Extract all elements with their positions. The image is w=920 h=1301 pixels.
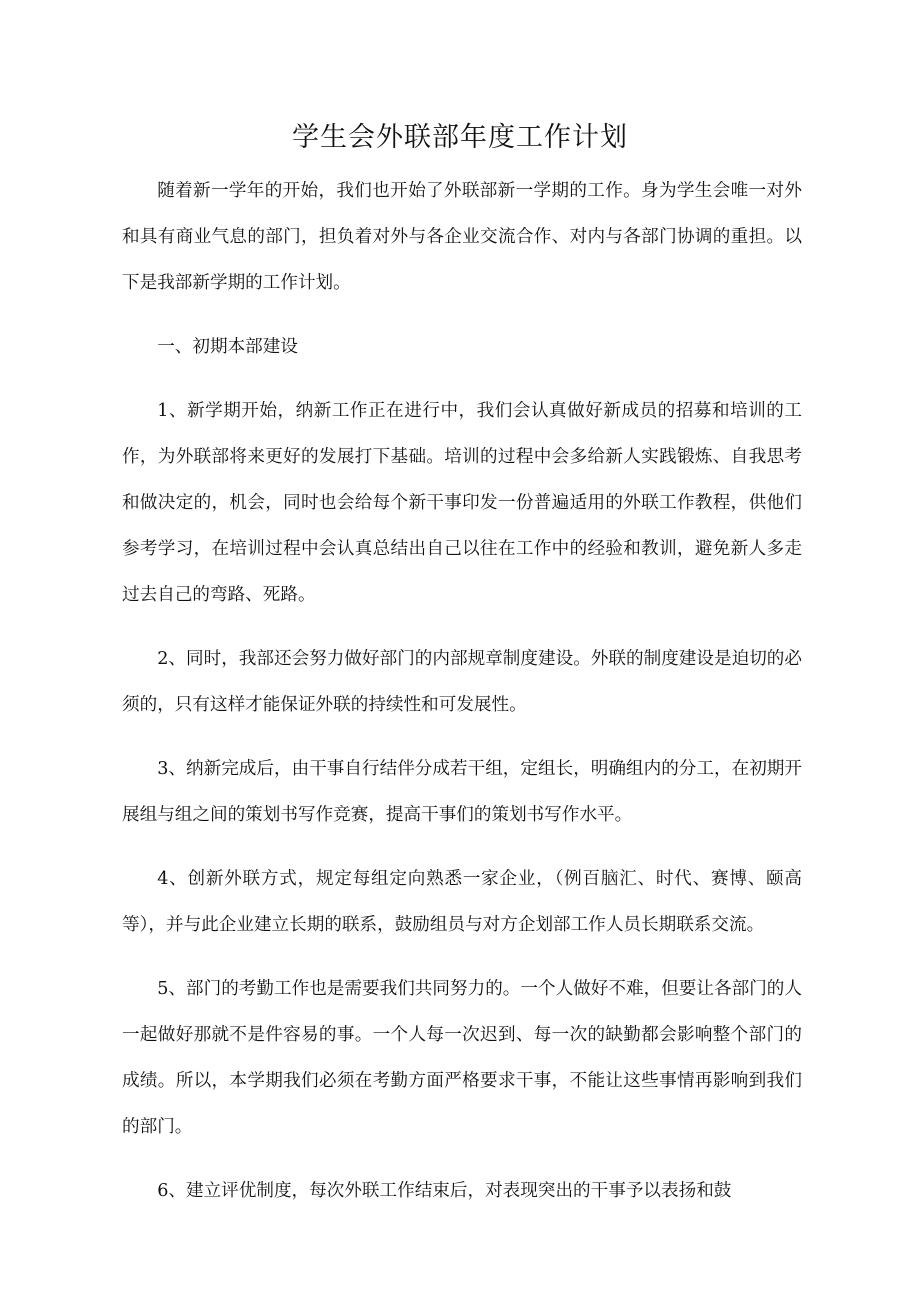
document-body — [122, 168, 802, 1232]
paragraph-item-2: 2、同时，我部还会努力做好部门的内部规章制度建设。外联的制度建设是迫切的必须的，只有这样才能保证外联的持续性和可发展性。 — [122, 649, 802, 715]
document-title: 学生会外联部年度工作计划 — [292, 122, 628, 153]
paragraph-item-4: 4、创新外联方式，规定每组定向熟悉一家企业，（例百脑汇、时代、赛博、颐高等），并与此企业建立长期的联系，鼓励组员与对方企划部工作人员长期联系交流。 — [122, 869, 802, 935]
paragraph-item-3: 3、纳新完成后，由干事自行结伴分成若干组，定组长，明确组内的分工，在初期开展组与组之间的策划书写作竞赛，提高干事们的策划书写作水平。 — [122, 759, 802, 825]
paragraph-item-1: 1、新学期开始，纳新工作正在进行中，我们会认真做好新成员的招募和培训的工作，为外联部将来更好的发展打下基础。培训的过程中会多给新人实践锻炼、自我思考和做决定的，机会，同时也会给每个新干事印发一份普遍适用的外联工作教程，供他们参考学习，在培训过程中会认真总结出自己以往在工作中的经验和教训，避免新人多走过去自己的弯路、死路。 — [122, 401, 802, 605]
paragraph-item-6: 6、建立评优制度，每次外联工作结束后，对表现突出的干事予以表扬和鼓 — [157, 1181, 732, 1201]
paragraph-item-5: 5、部门的考勤工作也是需要我们共同努力的。一个人做好不难，但要让各部门的人一起做好那就不是件容易的事。一个人每一次迟到、每一次的缺勤都会影响整个部门的成绩。所以，本学期我们必须在考勤方面严格要求干事，不能让这些事情再影响到我们的部门。 — [122, 979, 802, 1137]
paragraph-intro: 随着新一学年的开始，我们也开始了外联部新一学期的工作。身为学生会唯一对外和具有商业气息的部门，担负着对外与各企业交流合作、对内与各部门协调的重担。以下是我部新学期的工作计划。 — [122, 181, 802, 293]
section-heading-initial-building: 一、初期本部建设 — [157, 337, 298, 357]
